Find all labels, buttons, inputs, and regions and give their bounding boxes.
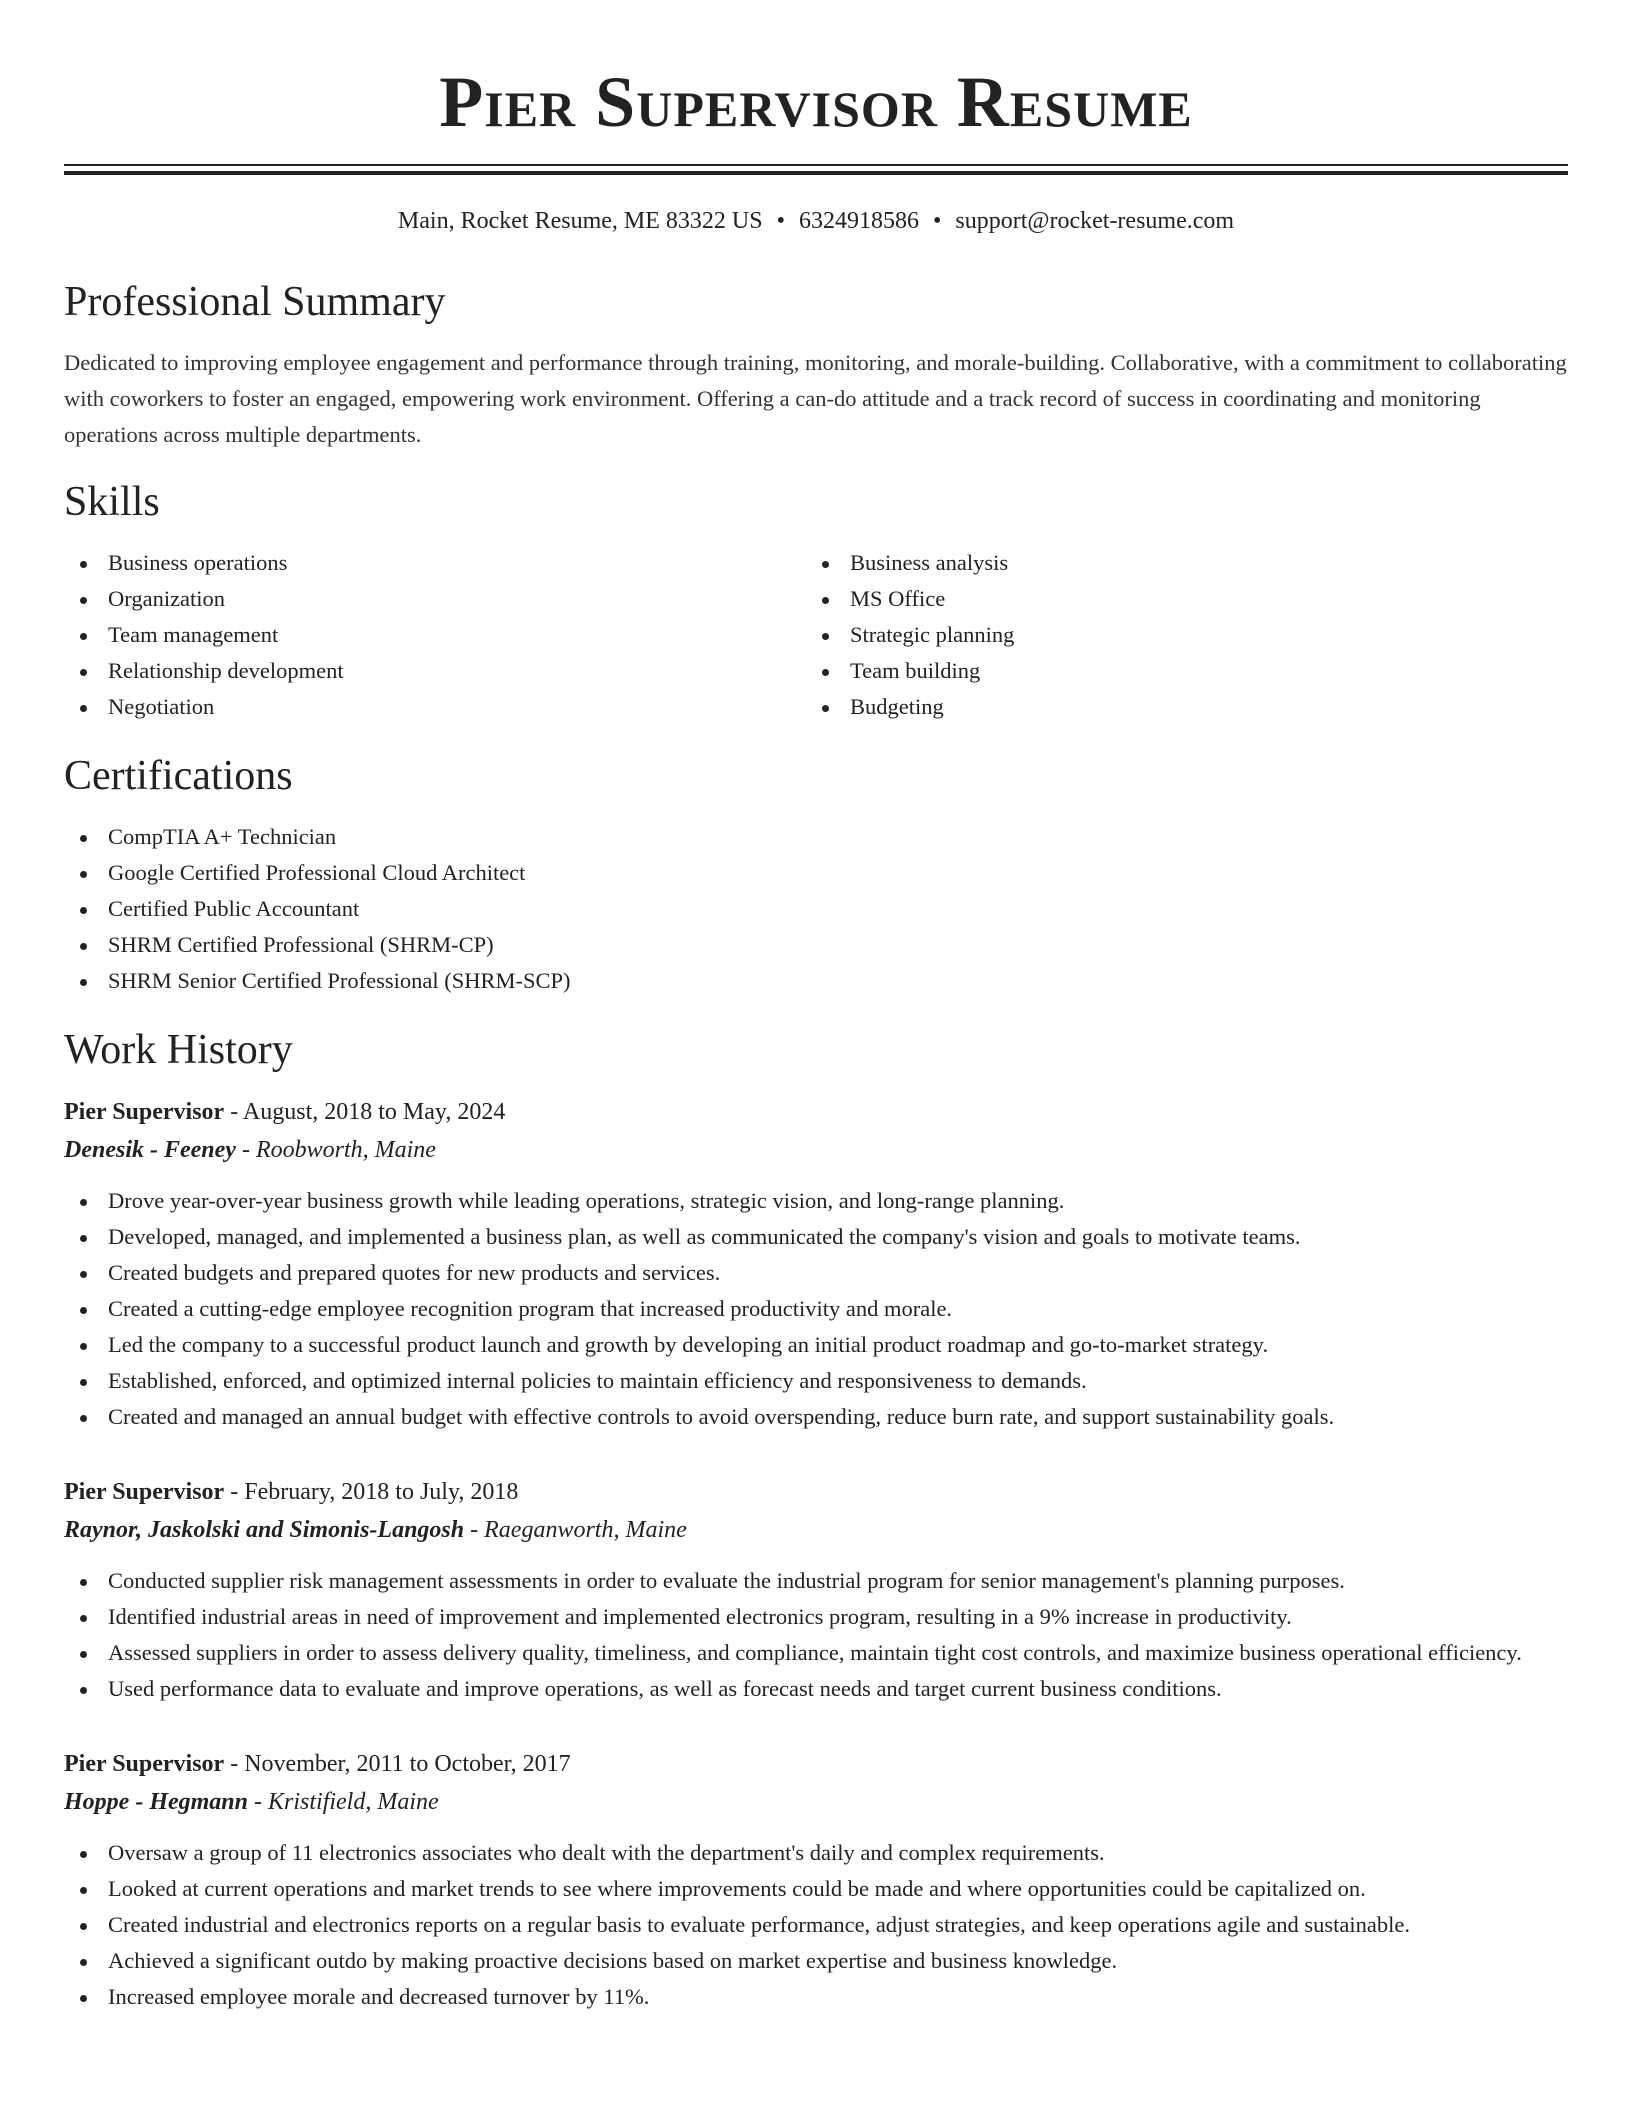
skill-item: Business operations (64, 545, 806, 581)
job-duty: Looked at current operations and market trends to see where improvements could be made and where opportunities could be capitalized on. (64, 1871, 1568, 1907)
work-history-heading: Work History (64, 1027, 293, 1073)
job-duty: Created budgets and prepared quotes for new products and services. (64, 1255, 1568, 1291)
certifications-list (64, 819, 1568, 999)
contact-email: support@rocket-resume.com (955, 208, 1235, 234)
job-header: Pier Supervisor - February, 2018 to July, 2018 (64, 1479, 519, 1505)
skill-item: Strategic planning (806, 617, 1548, 653)
skills-grid (64, 545, 1568, 725)
skills-list-left (64, 545, 806, 725)
job-dates: August, 2018 to May, 2024 (242, 1099, 506, 1125)
certification-item: Certified Public Accountant (64, 891, 1568, 927)
certification-item: SHRM Senior Certified Professional (SHRM-SCP) (64, 963, 1568, 999)
contact-phone: 6324918586 (798, 208, 919, 234)
job-entry (64, 1093, 1568, 1435)
job-header: Pier Supervisor - August, 2018 to May, 2024 (64, 1099, 506, 1125)
resume-title: Pier Supervisor Resume (439, 62, 1193, 142)
skill-item: Team building (806, 653, 1548, 689)
skill-item: Negotiation (64, 689, 806, 725)
job-dates: February, 2018 to July, 2018 (244, 1479, 519, 1505)
job-duties-list (64, 1835, 1568, 2015)
skill-item: MS Office (806, 581, 1548, 617)
job-duty: Drove year-over-year business growth while leading operations, strategic vision, and long-range planning. (64, 1183, 1568, 1219)
job-title: Pier Supervisor (64, 1479, 225, 1505)
job-duty: Established, enforced, and optimized internal policies to maintain efficiency and responsiveness to demands. (64, 1363, 1568, 1399)
summary-heading: Professional Summary (64, 279, 446, 325)
job-duty: Increased employee morale and decreased turnover by 11%. (64, 1979, 1568, 2015)
skills-column-left (64, 545, 806, 725)
certification-item: SHRM Certified Professional (SHRM-CP) (64, 927, 1568, 963)
resume-page (64, 0, 1568, 2015)
skills-list-right (806, 545, 1548, 725)
job-duty: Conducted supplier risk management assessments in order to evaluate the industrial program for senior management's planning purposes. (64, 1563, 1568, 1599)
skill-item: Team management (64, 617, 806, 653)
job-duty: Developed, managed, and implemented a business plan, as well as communicated the company's vision and goals to motivate teams. (64, 1219, 1568, 1255)
job-employer: Denesik - Feeney - Roobworth, Maine (64, 1137, 436, 1163)
job-company: Raynor, Jaskolski and Simonis-Langosh (64, 1517, 465, 1543)
skill-item: Business analysis (806, 545, 1548, 581)
job-location: Roobworth, Maine (255, 1137, 436, 1163)
job-dates: November, 2011 to October, 2017 (244, 1751, 571, 1777)
job-duty: Assessed suppliers in order to assess delivery quality, timeliness, and compliance, maintain tight cost controls, and maximize business operational efficiency. (64, 1635, 1568, 1671)
job-duty: Led the company to a successful product launch and growth by developing an initial product roadmap and go-to-market strategy. (64, 1327, 1568, 1363)
job-employer: Hoppe - Hegmann - Kristifield, Maine (64, 1789, 439, 1815)
title-double-rule (64, 164, 1568, 175)
job-title: Pier Supervisor (64, 1751, 225, 1777)
skill-item: Organization (64, 581, 806, 617)
certification-item: CompTIA A+ Technician (64, 819, 1568, 855)
contact-address: Main, Rocket Resume, ME 83322 US (397, 208, 763, 234)
summary-text: Dedicated to improving employee engagement and performance through training, monitoring, and morale-building. Collaborative, with a commitment to collaborating with coworkers to foster an engaged, empowering work environment. Offering a can-do attitude and a track record of success in coordinating and monitoring operations across multiple departments. (64, 350, 1567, 447)
job-entry (64, 1745, 1568, 2015)
job-header: Pier Supervisor - November, 2011 to October, 2017 (64, 1751, 571, 1777)
skills-heading: Skills (64, 479, 160, 525)
job-company: Hoppe - Hegmann (64, 1789, 248, 1815)
skills-column-right (806, 545, 1548, 725)
job-entry (64, 1473, 1568, 1707)
skill-item: Budgeting (806, 689, 1548, 725)
contact-separator: • (776, 208, 785, 234)
contact-line (64, 205, 1568, 237)
job-duty: Identified industrial areas in need of improvement and implemented electronics program, resulting in a 9% increase in productivity. (64, 1599, 1568, 1635)
job-duty: Created and managed an annual budget with effective controls to avoid overspending, reduce burn rate, and support sustainability goals. (64, 1399, 1568, 1435)
job-duty: Used performance data to evaluate and improve operations, as well as forecast needs and target current business conditions. (64, 1671, 1568, 1707)
job-location: Kristifield, Maine (268, 1789, 439, 1815)
contact-separator: • (932, 208, 942, 234)
job-duties-list (64, 1563, 1568, 1707)
job-company: Denesik - Feeney (64, 1137, 236, 1163)
job-employer: Raynor, Jaskolski and Simonis-Langosh - Raeganworth, Maine (64, 1517, 687, 1543)
job-duty: Oversaw a group of 11 electronics associates who dealt with the department's daily and complex requirements. (64, 1835, 1568, 1871)
certification-item: Google Certified Professional Cloud Architect (64, 855, 1568, 891)
job-duties-list (64, 1183, 1568, 1435)
skill-item: Relationship development (64, 653, 806, 689)
job-location: Raeganworth, Maine (484, 1517, 687, 1543)
job-duty: Achieved a significant outdo by making proactive decisions based on market expertise and business knowledge. (64, 1943, 1568, 1979)
job-title: Pier Supervisor (64, 1099, 225, 1125)
certifications-heading: Certifications (64, 753, 293, 799)
job-duty: Created a cutting-edge employee recognition program that increased productivity and morale. (64, 1291, 1568, 1327)
job-duty: Created industrial and electronics reports on a regular basis to evaluate performance, adjust strategies, and keep operations agile and sustainable. (64, 1907, 1568, 1943)
